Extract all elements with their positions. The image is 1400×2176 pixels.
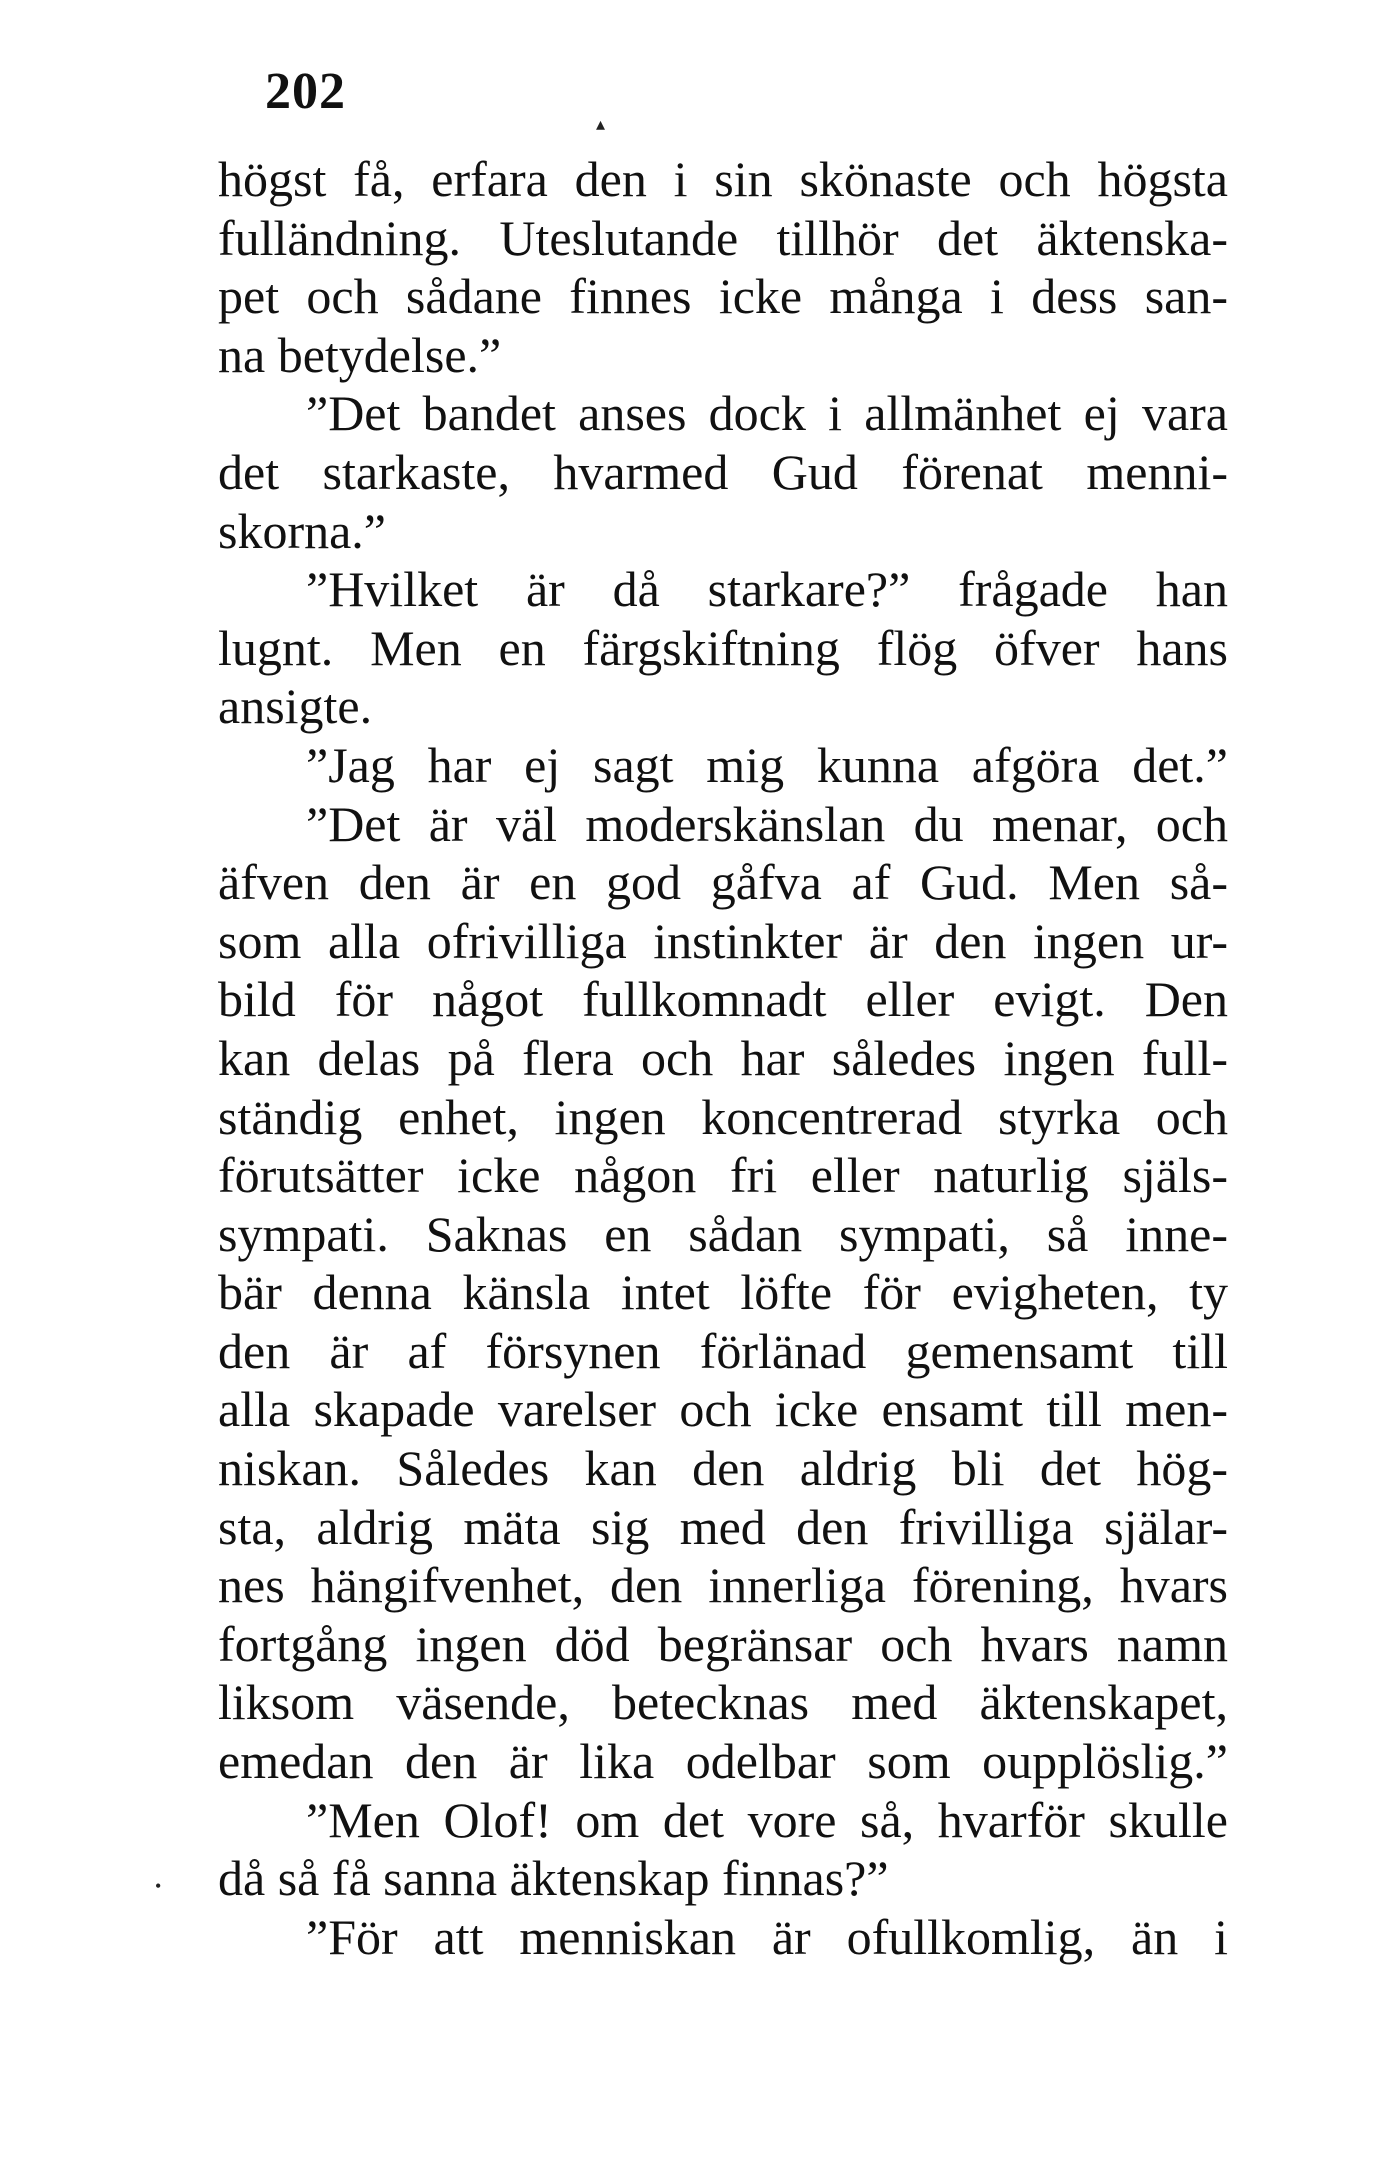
- text-line: ”Det är väl moderskänslan du menar, och: [306, 795, 1228, 852]
- text-line: ”Jag har ej sagt mig kunna afgöra det.”: [306, 736, 1228, 793]
- text-line: sympati. Saknas en sådan sympati, så inne-: [218, 1205, 1228, 1262]
- text-line: skorna.”: [218, 502, 386, 559]
- text-line: pet och sådane finnes icke många i dess san-: [218, 268, 1228, 325]
- text-line: nes hängifvenhet, den innerliga förening, hvars: [218, 1557, 1228, 1614]
- page-number: 202: [265, 63, 346, 120]
- text-line: sta, aldrig mäta sig med den frivilliga själar-: [218, 1498, 1228, 1555]
- text-line: fortgång ingen död begränsar och hvars namn: [218, 1615, 1228, 1672]
- text-line: det starkaste, hvarmed Gud förenat menni-: [218, 443, 1228, 500]
- text-line: ”Hvilket är då starkare?” frågade han: [306, 561, 1228, 618]
- print-speck: •: [155, 1876, 162, 1896]
- text-line: förutsätter icke någon fri eller naturlig själs-: [218, 1147, 1228, 1204]
- text-line: lugnt. Men en färgskiftning flög öfver hans: [218, 619, 1228, 676]
- text-line: då så få sanna äktenskap finnas?”: [218, 1850, 889, 1907]
- text-line: högst få, erfara den i sin skönaste och högsta: [218, 151, 1228, 207]
- text-line: ”Men Olof! om det vore så, hvarför skulle: [306, 1791, 1228, 1848]
- text-line: bild för något fullkomnadt eller evigt. Den: [218, 971, 1228, 1028]
- text-line: äfven den är en god gåfva af Gud. Men så-: [218, 854, 1228, 911]
- text-line: ”Det bandet anses dock i allmänhet ej vara: [306, 385, 1228, 442]
- body-text: [218, 150, 1228, 1966]
- text-line: ansigte.: [218, 678, 373, 735]
- text-line: alla skapade varelser och icke ensamt till men-: [218, 1381, 1228, 1438]
- text-line: ständig enhet, ingen koncentrerad styrka och: [218, 1088, 1228, 1145]
- text-line: ”För att menniskan är ofullkomlig, än i: [306, 1908, 1228, 1965]
- text-line: den är af försynen förlänad gemensamt till: [218, 1322, 1228, 1379]
- text-line: som alla ofrivilliga instinkter är den ingen ur-: [218, 912, 1228, 969]
- text-line: fulländning. Uteslutande tillhör det äktenska-: [218, 209, 1228, 266]
- text-line: liksom väsende, betecknas med äktenskapet,: [218, 1674, 1228, 1731]
- print-speck: ▴: [596, 114, 606, 134]
- text-line: emedan den är lika odelbar som oupplöslig.”: [218, 1733, 1228, 1790]
- text-line: na betydelse.”: [218, 326, 502, 383]
- text-line: niskan. Således kan den aldrig bli det hög-: [218, 1440, 1228, 1497]
- text-line: bär denna känsla intet löfte för evigheten, ty: [218, 1264, 1228, 1321]
- text-line: kan delas på flera och har således ingen full-: [218, 1029, 1228, 1086]
